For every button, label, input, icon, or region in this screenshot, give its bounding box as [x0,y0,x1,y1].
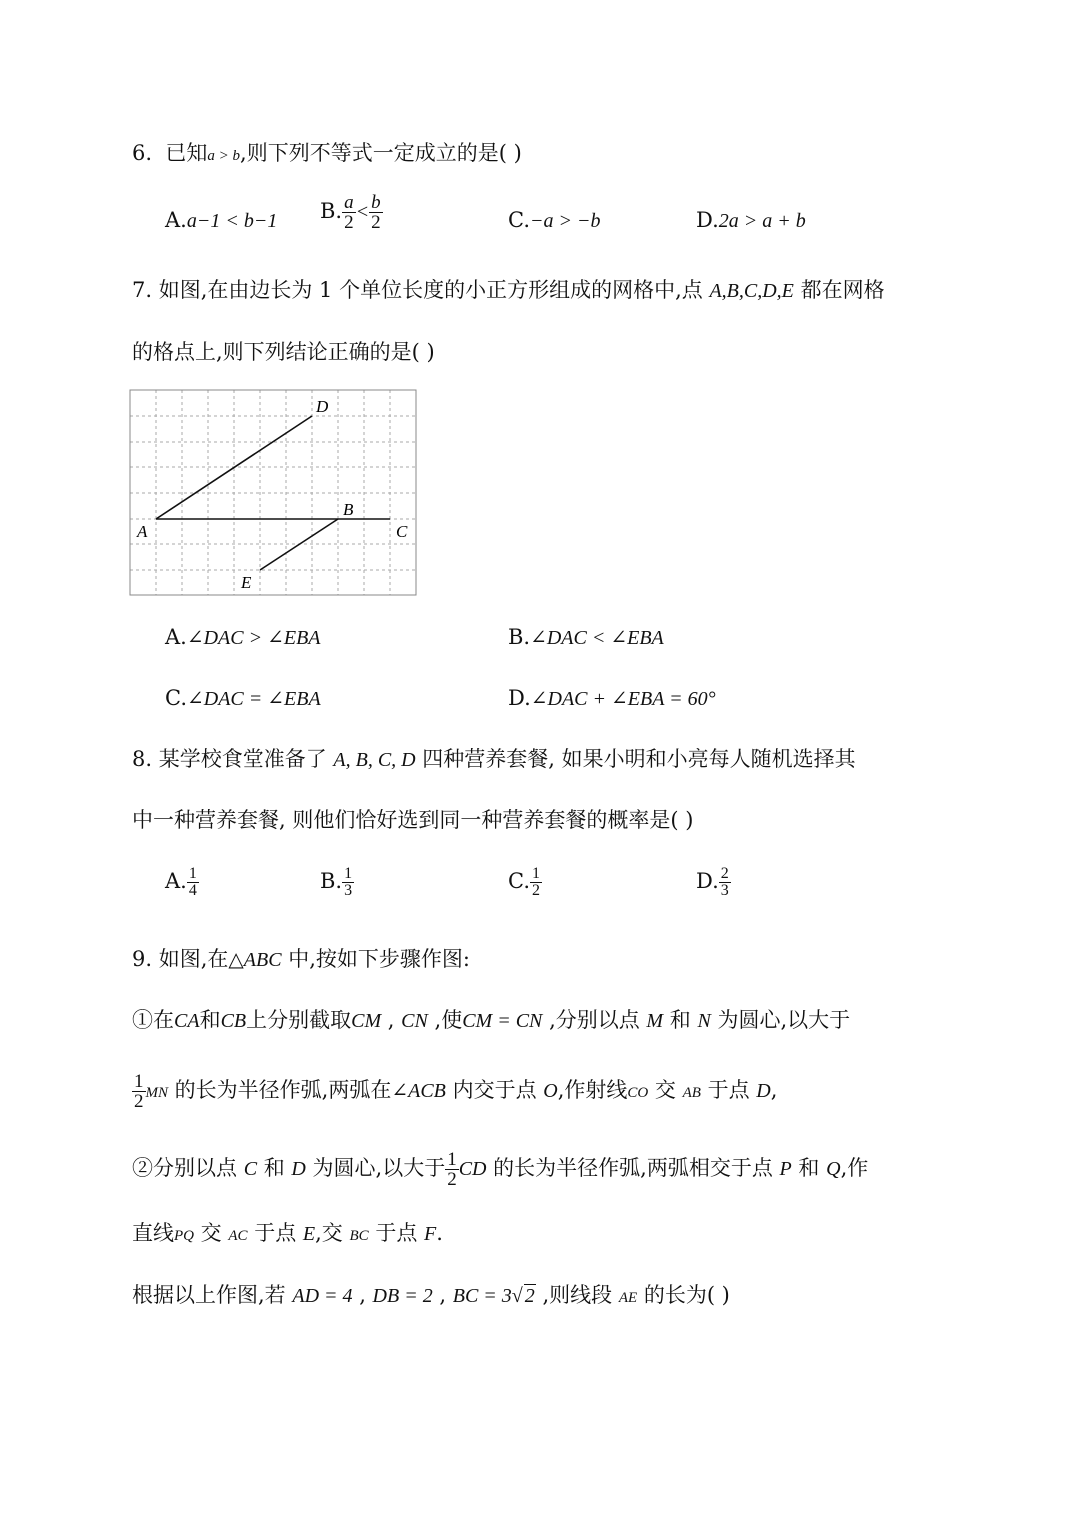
q9-s1-cb: CB [220,1010,247,1032]
q9-s1b-text: 交 [648,1078,683,1102]
q9-s2b-text: . [436,1221,443,1245]
q6-condition: a > b [207,148,241,164]
q9-s2b-text: 于点 [247,1221,303,1245]
q6-b-operator: < [355,201,370,223]
q9-last-text: ,则线段 [535,1283,619,1307]
q9-last-text: , [352,1283,373,1307]
q9-s2-fraction-denominator: 2 [447,1169,457,1190]
q9-s1b-text: ,作射线 [557,1078,628,1102]
q8-stem-line-2: 中一种营养套餐, 则他们恰好选到同一种营养套餐的概率是( ) [132,808,694,832]
q6-stem [132,138,522,171]
q9-s1b-text: 内交于点 [445,1078,544,1102]
q9-s2b-pq: PQ [174,1228,194,1244]
q9-final-line: 根据以上作图,若 AD = 4 , DB = 2 , BC = 3√ 2 ,则线段 AE 的长为( ) [132,1283,730,1307]
q6-option-c-expr: −a > −b [530,210,601,232]
q9-s1b-angle: ∠ACB [391,1080,446,1102]
q9-s2b-e: E [302,1223,316,1245]
q9-s1b-ab: AB [682,1085,701,1101]
q8-option-a [165,866,199,899]
q8-stem-text-b: 四种营养套餐, 如果小明和小亮每人随机选择其 [415,747,856,771]
q7-option-c-expr: ∠DAC = ∠EBA [187,688,321,710]
q9-step-2-line-2 [132,1218,443,1251]
q8-stem-text-a: 8. 某学校食堂准备了 [132,747,334,771]
q8-option-a-label: A. [165,869,187,893]
q9-stem-text-a: 9. 如图,在 [132,947,229,971]
q6-stem-text-c: ,则下列不等式一定成立的是( ) [240,141,522,165]
q9-s1b-co: CO [627,1085,649,1101]
q9-last-text: 根据以上作图,若 [132,1283,293,1307]
q7-stem-text-b: 都在网格 [793,278,885,302]
q9-s1-text: ,分别以点 [542,1008,647,1032]
q9-s2-fraction-numerator: 1 [447,1149,457,1170]
q9-s2b-text: 于点 [368,1221,424,1245]
q9-s2-text: 的长为半径作弧,两弧相交于点 [486,1156,780,1180]
q9-s1-text: 上分别截取 [246,1008,352,1032]
q9-s2-text: 和 [791,1156,827,1180]
q8-option-c-label: C. [508,869,530,893]
q7-stem-line-2: 的格点上,则下列结论正确的是( ) [132,340,435,364]
q9-s1b-text: 于点 [700,1078,757,1102]
q8-option-d [696,866,731,899]
q9-s2b-text: 交 [194,1221,229,1245]
q8-b-numerator: 1 [344,865,353,882]
q9-s1b-d: D [756,1080,771,1102]
q8-option-c [508,866,542,899]
q8-option-b [320,866,354,899]
q6-b-denominator-1: 2 [344,212,354,233]
q6-option-c-label: C. [508,208,530,232]
q6-option-a-expr: a−1 < b−1 [186,210,278,232]
q9-s1-text: ①在 [132,1008,174,1032]
q9-s2b-text: 直线 [132,1221,174,1245]
q6-option-b-label: B. [320,199,343,223]
q6-stem-text-b: 已知 [165,141,208,165]
q9-s1b-o: O [543,1080,558,1102]
q9-last-sqrt: 2 [524,1285,535,1307]
q9-s1-text: ,使 [427,1008,463,1032]
q6-b-numerator-1: a [344,192,354,213]
q6-option-a-label: A. [165,208,187,232]
q9-s2-text: 和 [257,1156,292,1180]
q7-option-b-expr: ∠DAC < ∠EBA [530,627,664,649]
q9-s2b-ac: AC [228,1228,248,1244]
q7-option-b [508,622,664,653]
q9-s2-c: C [243,1158,258,1180]
q9-last-db: DB = 2 [372,1285,433,1307]
q9-triangle: △ABC [228,949,282,971]
q9-s2-cd: CD [458,1158,487,1180]
label-b: B [343,500,354,519]
q9-s2-p: P [779,1158,792,1180]
q9-stem-line-1 [132,944,470,975]
q9-last-ae: AE [618,1290,638,1306]
q7-option-a-label: A. [165,625,187,649]
q9-s1-text: 和 [199,1008,221,1032]
q8-a-denominator: 4 [188,882,197,899]
q9-s2b-f: F [424,1223,437,1245]
q6-stem-text-a: 6. [132,141,153,165]
q9-last-text: , [432,1283,453,1307]
q9-stem-text-b: 中,按如下步骤作图: [281,947,470,971]
q9-s1-cm: CM [351,1010,382,1032]
q9-s2-text: ②分别以点 [132,1156,244,1180]
grid-lines [130,390,416,595]
label-c: C [396,522,408,541]
q8-option-d-label: D. [696,869,719,893]
q9-s1-text: 为圆心,以大于 [710,1008,851,1032]
q7-stem-text-a: 7. 如图,在由边长为 1 个单位长度的小正方形组成的网格中,点 [132,278,710,302]
q9-s1-equation: CM = CN [462,1010,543,1032]
q6-option-d-label: D. [696,208,719,232]
q8-d-denominator: 3 [720,882,729,899]
q8-b-denominator: 3 [344,882,353,899]
q7-option-c [165,683,321,714]
q7-points: A,B,C,D,E [709,280,794,302]
q9-s2-text: ,作 [840,1156,869,1180]
q9-s1b-text: 的长为半径作弧,两弧在 [168,1078,392,1102]
q9-s2b-bc: BC [349,1228,369,1244]
q7-option-d-expr: ∠DAC + ∠EBA = 60° [530,688,716,710]
q9-last-text: 的长为( ) [637,1283,730,1307]
q8-c-numerator: 1 [532,865,540,882]
q9-s2-text: 为圆心,以大于 [305,1156,446,1180]
label-e: E [241,573,252,592]
q7-option-a-expr: ∠DAC > ∠EBA [186,627,321,649]
q8-stem-line-1 [132,744,856,775]
q9-s1-text: , [381,1008,402,1032]
q9-s2-d: D [291,1158,306,1180]
q9-s1b-mn: MN [145,1085,168,1101]
q9-step-1-line-1 [132,1005,850,1036]
q9-step-2-line-1 [132,1150,868,1189]
q6-option-d [696,205,806,236]
q9-s1-cn: CN [401,1010,428,1032]
q9-s1-m: M [646,1010,664,1032]
q9-s1-n: N [697,1010,711,1032]
q7-stem-line-1 [132,275,885,306]
q9-step-1-line-2 [132,1072,777,1111]
q6-b-numerator-2: b [371,192,381,213]
q9-last-ad: AD = 4 [292,1285,353,1307]
q9-s2b-text: ,交 [315,1221,350,1245]
q6-option-c [508,205,601,236]
q8-d-numerator: 2 [720,865,729,882]
q7-option-b-label: B. [508,625,531,649]
q8-c-denominator: 2 [532,882,540,899]
q7-option-d-label: D. [508,686,531,710]
q8-a-numerator: 1 [188,865,197,882]
q6-b-denominator-2: 2 [371,212,381,233]
q9-last-bc: BC = 3 [452,1285,512,1307]
q8-option-b-label: B. [320,869,343,893]
q9-s2-q: Q [826,1158,841,1180]
q7-option-c-label: C. [165,686,187,710]
q8-points: A, B, C, D [333,749,416,771]
q6-option-a [165,205,277,236]
q9-s1-ca: CA [174,1010,200,1032]
label-a: A [137,522,148,541]
q6-option-b [320,193,383,232]
q7-option-d [508,683,716,714]
q6-option-d-expr: 2a > a + b [718,210,806,232]
q9-s1b-fraction-numerator: 1 [134,1071,144,1092]
q9-s1-text: 和 [663,1008,698,1032]
q9-s1b-text: , [770,1078,778,1102]
segment-be [260,519,338,570]
label-d: D [316,397,329,416]
q7-option-a [165,622,321,653]
q7-grid-figure [125,385,425,600]
q9-s1b-fraction-denominator: 2 [134,1091,144,1112]
